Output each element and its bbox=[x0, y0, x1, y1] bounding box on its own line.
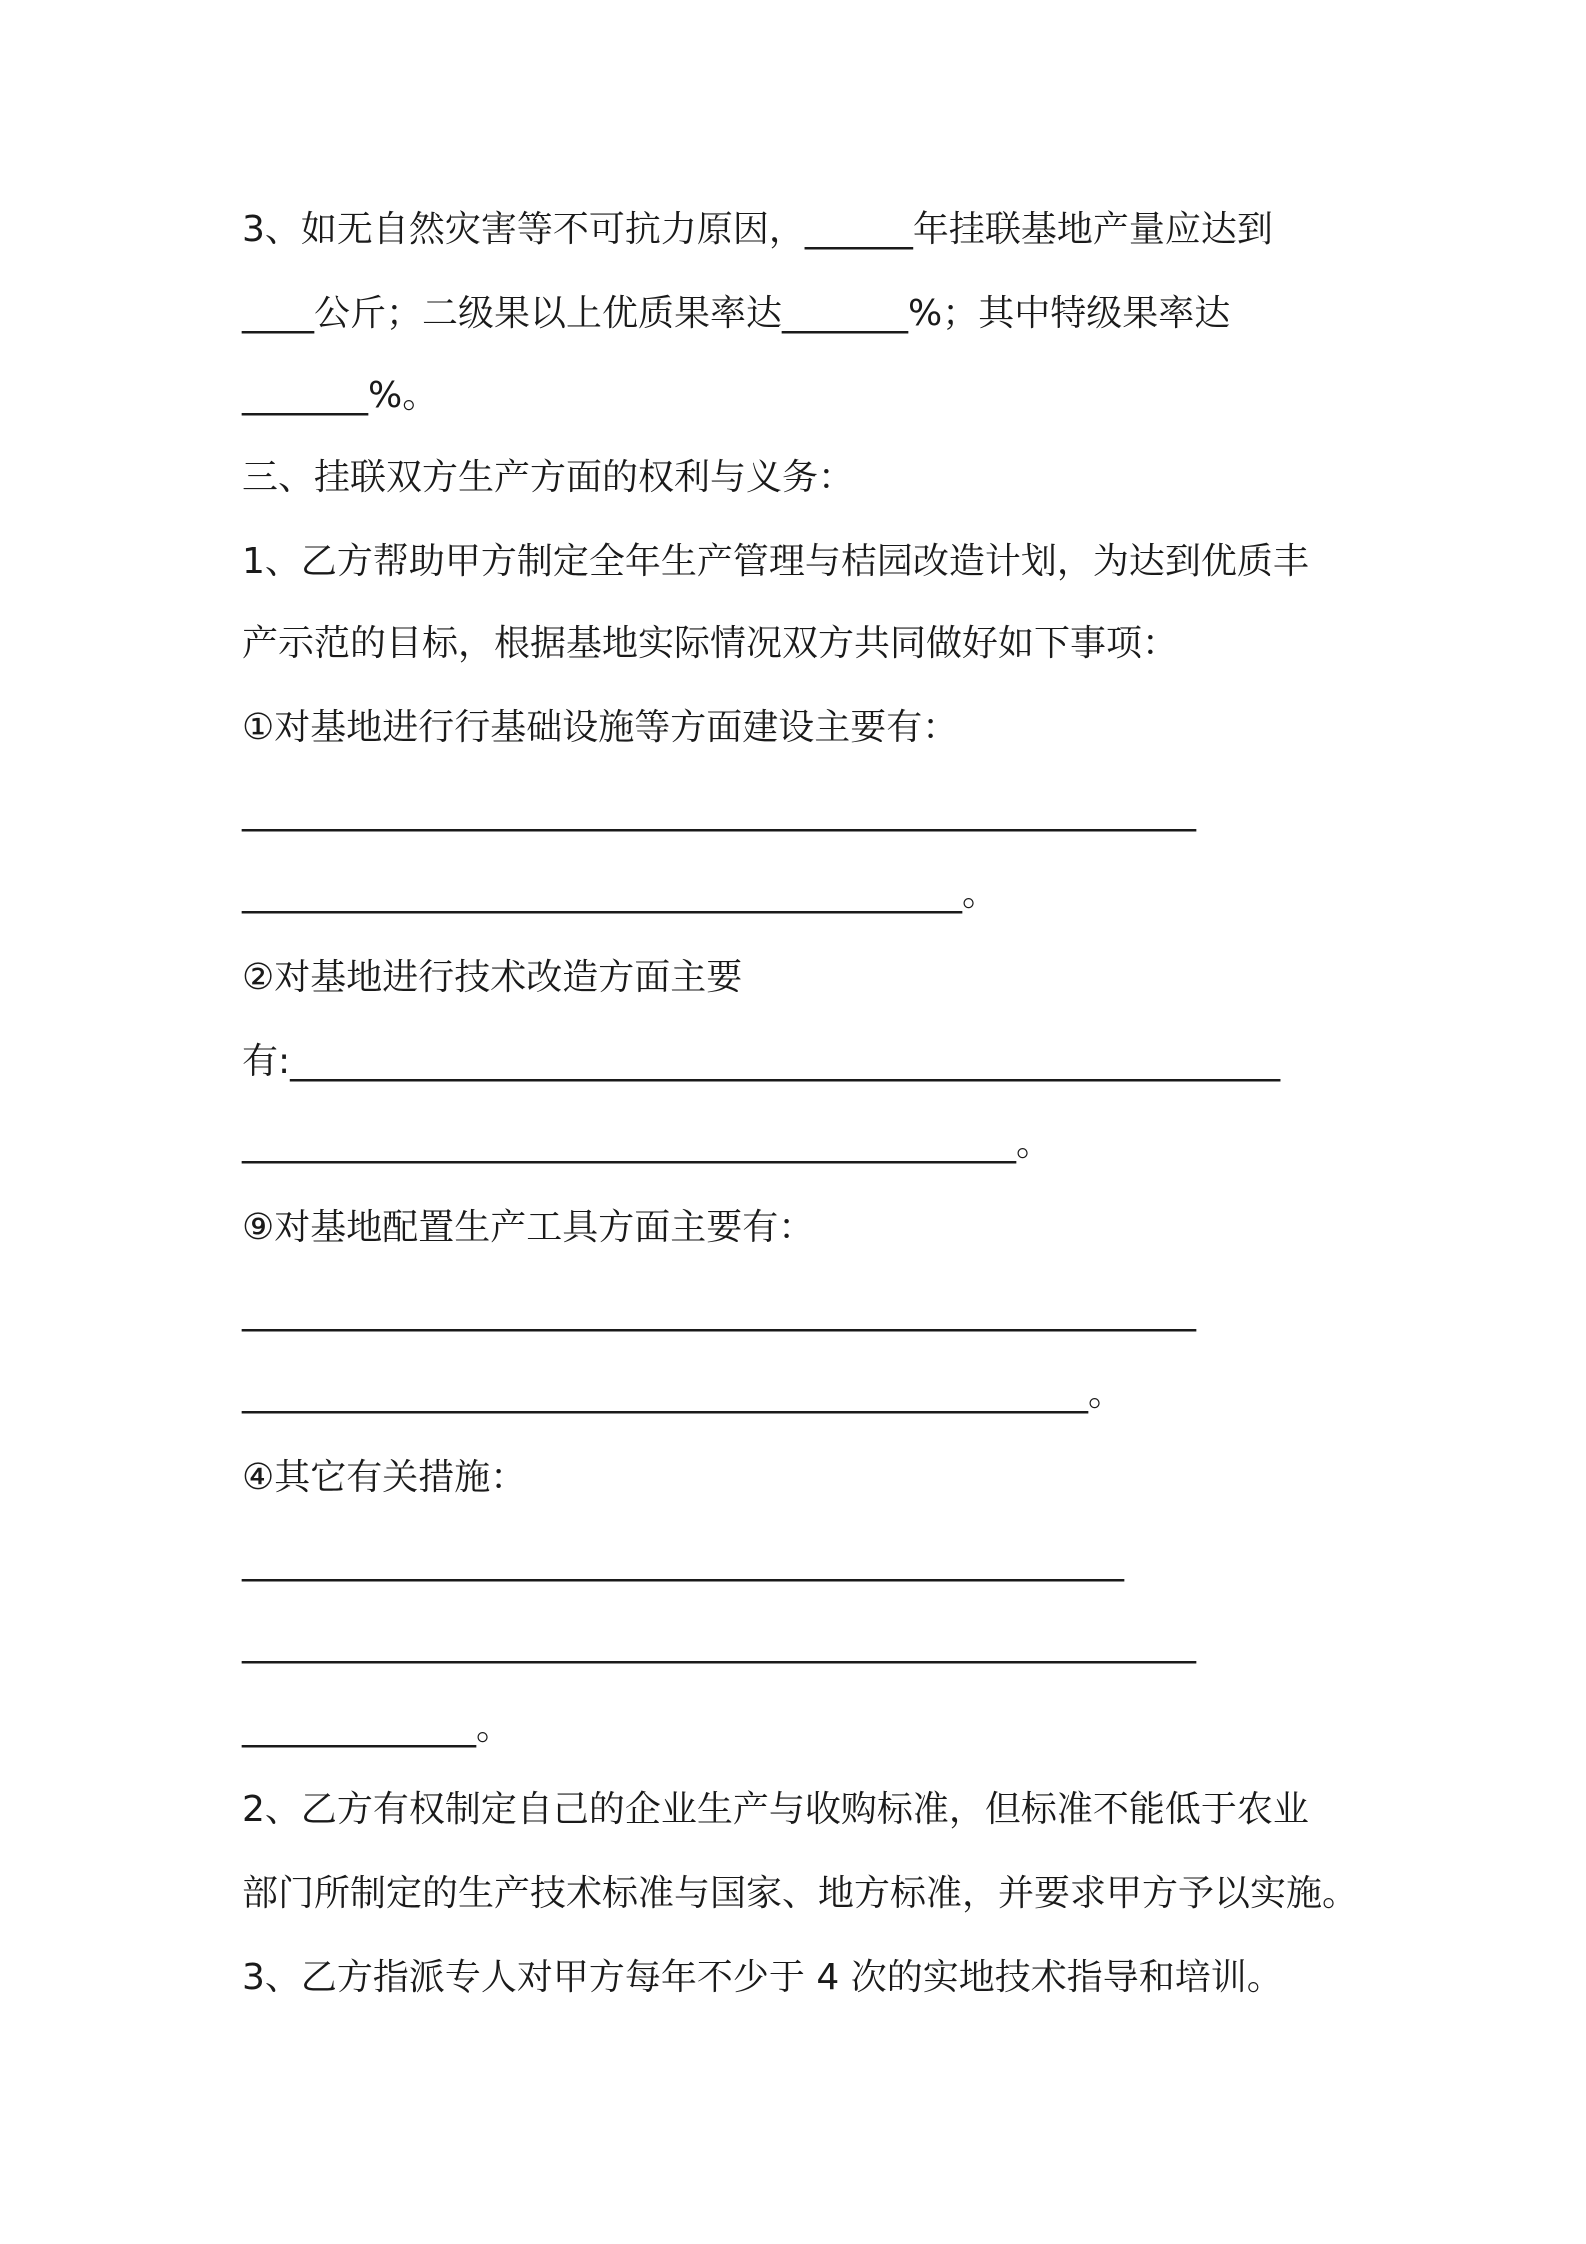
blank-line-7: _________________________________________________ bbox=[242, 1541, 1124, 1582]
list-item-2: ②对基地进行技术改造方面主要 bbox=[242, 957, 743, 998]
text-line-22: 3、乙方指派专人对甲方每年不少于 4 次的实地技术指导和培训。 bbox=[242, 1957, 1283, 1998]
blank-line-5: _____________________________________________________ bbox=[242, 1291, 1196, 1332]
blank-line-1: _____________________________________________________ bbox=[242, 791, 1196, 832]
blank-line-4: ___________________________________________。 bbox=[242, 1123, 1052, 1164]
text-line-6: 产示范的目标，根据基地实际情况双方共同做好如下事项： bbox=[242, 623, 1179, 664]
blank-line-8: _____________________________________________________ bbox=[242, 1623, 1196, 1664]
list-item-1: ①对基地进行行基础设施等方面建设主要有： bbox=[242, 707, 959, 748]
text-line-1: 3、如无自然灾害等不可抗力原因，______年挂联基地产量应达到 bbox=[242, 209, 1273, 250]
blank-line-3: 有:_______________________________________________________ bbox=[242, 1041, 1281, 1082]
list-item-4: ④其它有关措施： bbox=[242, 1457, 527, 1498]
list-item-3: ⑨对基地配置生产工具方面主要有： bbox=[242, 1207, 815, 1248]
blank-line-9: _____________。 bbox=[242, 1707, 512, 1748]
text-line-20: 2、乙方有权制定自己的企业生产与收购标准，但标准不能低于农业 bbox=[242, 1789, 1309, 1830]
section-heading: 三、挂联双方生产方面的权利与义务： bbox=[242, 457, 855, 498]
text-line-21: 部门所制定的生产技术标准与国家、地方标准，并要求甲方予以实施。 bbox=[242, 1873, 1359, 1914]
blank-line-6: _______________________________________________。 bbox=[242, 1373, 1124, 1414]
blank-line-2: ________________________________________。 bbox=[242, 873, 998, 914]
text-line-5: 1、乙方帮助甲方制定全年生产管理与桔园改造计划，为达到优质丰 bbox=[242, 541, 1309, 582]
text-line-2: ____公斤；二级果以上优质果率达_______%；其中特级果率达 bbox=[242, 293, 1231, 334]
text-line-3: _______%。 bbox=[242, 375, 439, 416]
